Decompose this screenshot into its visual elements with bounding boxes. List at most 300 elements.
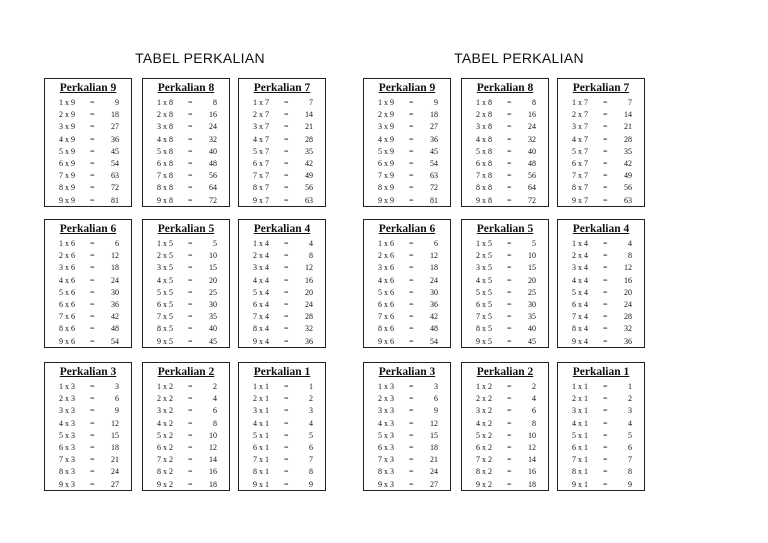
result: 16: [209, 467, 217, 477]
result: 64: [528, 183, 536, 193]
expression: 4 x 1: [253, 418, 269, 428]
table-title: Perkalian 5: [157, 223, 215, 235]
table-row: [239, 170, 325, 182]
expression: 9 x 3: [378, 479, 394, 489]
expression: 1 x 9: [378, 98, 394, 107]
table-row: [462, 323, 548, 335]
equals-sign: =: [507, 455, 512, 465]
equals-sign: =: [284, 183, 289, 193]
expression: 7 x 9: [59, 171, 75, 181]
result: 18: [430, 442, 438, 452]
expression: 8 x 2: [157, 467, 173, 477]
expression: 3 x 3: [59, 406, 75, 416]
expression: 3 x 9: [378, 122, 394, 132]
result: 48: [528, 158, 536, 168]
equals-sign: =: [507, 171, 512, 181]
expression: 9 x 6: [59, 336, 75, 346]
table-row: [558, 134, 644, 146]
multiplication-table: [461, 362, 549, 491]
result: 24: [111, 275, 119, 285]
table-row: [364, 109, 450, 121]
equals-sign: =: [90, 195, 95, 205]
table-title: Perkalian 9: [378, 82, 436, 94]
result: 56: [209, 171, 217, 181]
equals-sign: =: [507, 312, 512, 322]
table-rows: [558, 381, 644, 491]
equals-sign: =: [507, 122, 512, 132]
expression: 2 x 2: [157, 394, 173, 404]
result: 18: [111, 442, 119, 452]
expression: 1 x 7: [253, 98, 269, 107]
result: 18: [528, 479, 536, 489]
table-title: Perkalian 7: [572, 82, 630, 94]
equals-sign: =: [603, 479, 608, 489]
table-rows: [462, 381, 548, 491]
table-row: [239, 262, 325, 274]
equals-sign: =: [90, 394, 95, 404]
equals-sign: =: [507, 418, 512, 428]
equals-sign: =: [507, 467, 512, 477]
equals-sign: =: [90, 146, 95, 156]
result: 35: [209, 312, 217, 322]
result: 35: [624, 146, 632, 156]
equals-sign: =: [90, 98, 95, 107]
result: 81: [430, 195, 438, 205]
table-row: [462, 134, 548, 146]
result: 12: [624, 263, 632, 273]
expression: 8 x 3: [59, 467, 75, 477]
expression: 3 x 8: [157, 122, 173, 132]
result: 15: [528, 263, 536, 273]
expression: 6 x 6: [59, 299, 75, 309]
table-row: [364, 134, 450, 146]
equals-sign: =: [409, 251, 414, 261]
equals-sign: =: [507, 158, 512, 168]
table-row: [45, 299, 131, 311]
result: 18: [209, 479, 217, 489]
table-row: [143, 311, 229, 323]
table-row: [143, 442, 229, 454]
result: 18: [111, 263, 119, 273]
table-row: [462, 299, 548, 311]
expression: 2 x 3: [378, 394, 394, 404]
equals-sign: =: [90, 467, 95, 477]
result: 2: [628, 394, 632, 404]
equals-sign: =: [409, 467, 414, 477]
equals-sign: =: [90, 324, 95, 334]
equals-sign: =: [284, 382, 289, 391]
result: 40: [528, 146, 536, 156]
table-row: [462, 158, 548, 170]
table-row: [239, 182, 325, 194]
equals-sign: =: [90, 263, 95, 273]
equals-sign: =: [284, 110, 289, 120]
equals-sign: =: [409, 442, 414, 452]
table-row: [45, 454, 131, 466]
table-row: [239, 336, 325, 348]
result: 15: [111, 430, 119, 440]
expression: 7 x 7: [253, 171, 269, 181]
result: 27: [430, 479, 438, 489]
multiplication-table: [142, 219, 230, 348]
equals-sign: =: [284, 146, 289, 156]
result: 18: [430, 263, 438, 273]
expression: 2 x 5: [157, 251, 173, 261]
expression: 1 x 4: [253, 239, 269, 248]
table-row: [143, 275, 229, 287]
expression: 6 x 8: [157, 158, 173, 168]
expression: 8 x 9: [378, 183, 394, 193]
result: 6: [115, 394, 119, 404]
result: 56: [624, 183, 632, 193]
expression: 5 x 9: [59, 146, 75, 156]
equals-sign: =: [507, 430, 512, 440]
expression: 2 x 2: [476, 394, 492, 404]
result: 36: [624, 336, 632, 346]
result: 24: [209, 122, 217, 132]
table-row: [239, 275, 325, 287]
equals-sign: =: [507, 479, 512, 489]
equals-sign: =: [409, 275, 414, 285]
result: 64: [209, 183, 217, 193]
equals-sign: =: [409, 239, 414, 248]
result: 24: [624, 299, 632, 309]
equals-sign: =: [284, 171, 289, 181]
equals-sign: =: [90, 171, 95, 181]
table-row: [462, 405, 548, 417]
table-row: [45, 393, 131, 405]
result: 40: [209, 146, 217, 156]
expression: 2 x 5: [476, 251, 492, 261]
expression: 5 x 8: [157, 146, 173, 156]
equals-sign: =: [603, 442, 608, 452]
equals-sign: =: [284, 158, 289, 168]
result: 2: [213, 382, 217, 391]
equals-sign: =: [90, 158, 95, 168]
equals-sign: =: [188, 406, 193, 416]
table-row: [239, 405, 325, 417]
equals-sign: =: [90, 455, 95, 465]
result: 42: [111, 312, 119, 322]
expression: 3 x 6: [378, 263, 394, 273]
table-row: [558, 238, 644, 250]
result: 32: [305, 324, 313, 334]
expression: 4 x 9: [59, 134, 75, 144]
expression: 1 x 9: [59, 98, 75, 107]
expression: 7 x 3: [378, 455, 394, 465]
table-rows: [558, 97, 644, 207]
expression: 8 x 1: [253, 467, 269, 477]
expression: 8 x 1: [572, 467, 588, 477]
multiplication-table: [44, 78, 132, 207]
expression: 4 x 4: [253, 275, 269, 285]
table-row: [558, 195, 644, 207]
table-rows: [143, 238, 229, 348]
expression: 8 x 6: [378, 324, 394, 334]
expression: 3 x 1: [253, 406, 269, 416]
result: 14: [305, 110, 313, 120]
table-title: Perkalian 4: [253, 223, 311, 235]
table-row: [462, 393, 548, 405]
expression: 8 x 9: [59, 183, 75, 193]
result: 27: [111, 122, 119, 132]
expression: 9 x 4: [572, 336, 588, 346]
expression: 5 x 1: [572, 430, 588, 440]
table-row: [364, 299, 450, 311]
equals-sign: =: [409, 146, 414, 156]
equals-sign: =: [409, 171, 414, 181]
table-row: [239, 146, 325, 158]
result: 20: [624, 287, 632, 297]
equals-sign: =: [284, 239, 289, 248]
table-row: [558, 299, 644, 311]
equals-sign: =: [507, 134, 512, 144]
table-row: [558, 405, 644, 417]
table-row: [558, 109, 644, 121]
equals-sign: =: [284, 418, 289, 428]
result: 42: [624, 158, 632, 168]
equals-sign: =: [90, 336, 95, 346]
result: 10: [209, 430, 217, 440]
table-row: [364, 381, 450, 393]
result: 2: [309, 394, 313, 404]
equals-sign: =: [507, 239, 512, 248]
page-title: TABEL PERKALIAN: [135, 50, 265, 66]
expression: 1 x 2: [157, 382, 173, 391]
equals-sign: =: [188, 251, 193, 261]
table-row: [364, 170, 450, 182]
result: 12: [111, 418, 119, 428]
table-row: [143, 299, 229, 311]
expression: 6 x 3: [378, 442, 394, 452]
expression: 2 x 1: [572, 394, 588, 404]
expression: 1 x 8: [476, 98, 492, 107]
multiplication-table: [142, 362, 230, 491]
result: 54: [430, 336, 438, 346]
equals-sign: =: [603, 122, 608, 132]
expression: 4 x 5: [476, 275, 492, 285]
result: 30: [209, 299, 217, 309]
expression: 7 x 5: [157, 312, 173, 322]
equals-sign: =: [603, 336, 608, 346]
table-row: [558, 121, 644, 133]
equals-sign: =: [188, 134, 193, 144]
result: 56: [528, 171, 536, 181]
expression: 5 x 6: [378, 287, 394, 297]
table-row: [239, 393, 325, 405]
result: 42: [430, 312, 438, 322]
table-row: [239, 454, 325, 466]
expression: 6 x 6: [378, 299, 394, 309]
expression: 6 x 9: [378, 158, 394, 168]
table-row: [462, 275, 548, 287]
result: 16: [209, 110, 217, 120]
result: 25: [209, 287, 217, 297]
table-row: [558, 275, 644, 287]
table-row: [364, 287, 450, 299]
table-row: [239, 109, 325, 121]
result: 63: [430, 171, 438, 181]
equals-sign: =: [284, 195, 289, 205]
equals-sign: =: [188, 467, 193, 477]
result: 5: [309, 430, 313, 440]
equals-sign: =: [284, 134, 289, 144]
result: 8: [213, 418, 217, 428]
table-row: [45, 146, 131, 158]
table-row: [462, 287, 548, 299]
result: 8: [309, 467, 313, 477]
expression: 8 x 8: [157, 183, 173, 193]
expression: 4 x 9: [378, 134, 394, 144]
table-row: [558, 393, 644, 405]
result: 28: [624, 134, 632, 144]
table-row: [143, 170, 229, 182]
table-row: [364, 442, 450, 454]
table-row: [45, 430, 131, 442]
result: 5: [628, 430, 632, 440]
multiplication-table: [142, 78, 230, 207]
result: 32: [624, 324, 632, 334]
expression: 8 x 5: [157, 324, 173, 334]
equals-sign: =: [409, 336, 414, 346]
equals-sign: =: [188, 146, 193, 156]
table-row: [45, 287, 131, 299]
expression: 1 x 7: [572, 98, 588, 107]
equals-sign: =: [603, 195, 608, 205]
table-title: Perkalian 4: [572, 223, 630, 235]
result: 10: [528, 251, 536, 261]
table-row: [143, 430, 229, 442]
expression: 6 x 2: [476, 442, 492, 452]
table-row: [143, 195, 229, 207]
table-rows: [143, 97, 229, 207]
expression: 7 x 3: [59, 455, 75, 465]
result: 15: [430, 430, 438, 440]
result: 24: [528, 122, 536, 132]
expression: 8 x 7: [253, 183, 269, 193]
equals-sign: =: [284, 336, 289, 346]
table-title: Perkalian 8: [157, 82, 215, 94]
table-row: [143, 466, 229, 478]
result: 12: [305, 263, 313, 273]
table-row: [143, 238, 229, 250]
equals-sign: =: [409, 122, 414, 132]
equals-sign: =: [603, 394, 608, 404]
table-row: [364, 121, 450, 133]
table-row: [239, 466, 325, 478]
table-row: [462, 170, 548, 182]
expression: 6 x 1: [572, 442, 588, 452]
equals-sign: =: [409, 195, 414, 205]
result: 49: [624, 171, 632, 181]
result: 63: [305, 195, 313, 205]
result: 54: [430, 158, 438, 168]
table-rows: [364, 97, 450, 207]
result: 12: [430, 418, 438, 428]
equals-sign: =: [188, 122, 193, 132]
table-row: [45, 262, 131, 274]
multiplication-table: [557, 362, 645, 491]
expression: 6 x 4: [572, 299, 588, 309]
expression: 6 x 4: [253, 299, 269, 309]
table-row: [45, 323, 131, 335]
table-row: [45, 250, 131, 262]
equals-sign: =: [603, 382, 608, 391]
result: 5: [532, 239, 536, 248]
expression: 6 x 2: [157, 442, 173, 452]
equals-sign: =: [507, 406, 512, 416]
multiplication-table: [44, 219, 132, 348]
expression: 2 x 8: [476, 110, 492, 120]
result: 6: [434, 394, 438, 404]
table-row: [45, 121, 131, 133]
table-row: [45, 238, 131, 250]
equals-sign: =: [603, 287, 608, 297]
expression: 1 x 1: [572, 382, 588, 391]
equals-sign: =: [409, 312, 414, 322]
table-row: [364, 405, 450, 417]
equals-sign: =: [603, 158, 608, 168]
result: 54: [111, 336, 119, 346]
expression: 9 x 9: [378, 195, 394, 205]
table-row: [462, 195, 548, 207]
result: 63: [111, 171, 119, 181]
equals-sign: =: [507, 442, 512, 452]
result: 32: [209, 134, 217, 144]
result: 40: [209, 324, 217, 334]
table-rows: [239, 238, 325, 348]
equals-sign: =: [188, 418, 193, 428]
expression: 8 x 6: [59, 324, 75, 334]
table-row: [364, 262, 450, 274]
expression: 7 x 5: [476, 312, 492, 322]
table-row: [143, 393, 229, 405]
result: 49: [305, 171, 313, 181]
result: 48: [209, 158, 217, 168]
result: 12: [111, 251, 119, 261]
equals-sign: =: [507, 251, 512, 261]
expression: 2 x 1: [253, 394, 269, 404]
equals-sign: =: [90, 299, 95, 309]
equals-sign: =: [188, 382, 193, 391]
expression: 6 x 5: [476, 299, 492, 309]
multiplication-table: [238, 219, 326, 348]
result: 4: [309, 418, 313, 428]
table-row: [364, 311, 450, 323]
expression: 9 x 1: [253, 479, 269, 489]
table-row: [364, 336, 450, 348]
result: 7: [628, 455, 632, 465]
result: 36: [430, 299, 438, 309]
table-row: [45, 182, 131, 194]
expression: 6 x 9: [59, 158, 75, 168]
result: 8: [309, 251, 313, 261]
expression: 2 x 3: [59, 394, 75, 404]
result: 3: [434, 382, 438, 391]
table-title: Perkalian 2: [476, 366, 534, 378]
equals-sign: =: [507, 394, 512, 404]
equals-sign: =: [188, 263, 193, 273]
table-row: [558, 430, 644, 442]
expression: 8 x 4: [253, 324, 269, 334]
table-row: [143, 109, 229, 121]
equals-sign: =: [603, 312, 608, 322]
expression: 3 x 2: [157, 406, 173, 416]
table-row: [143, 381, 229, 393]
equals-sign: =: [507, 299, 512, 309]
table-row: [239, 323, 325, 335]
table-title: Perkalian 8: [476, 82, 534, 94]
